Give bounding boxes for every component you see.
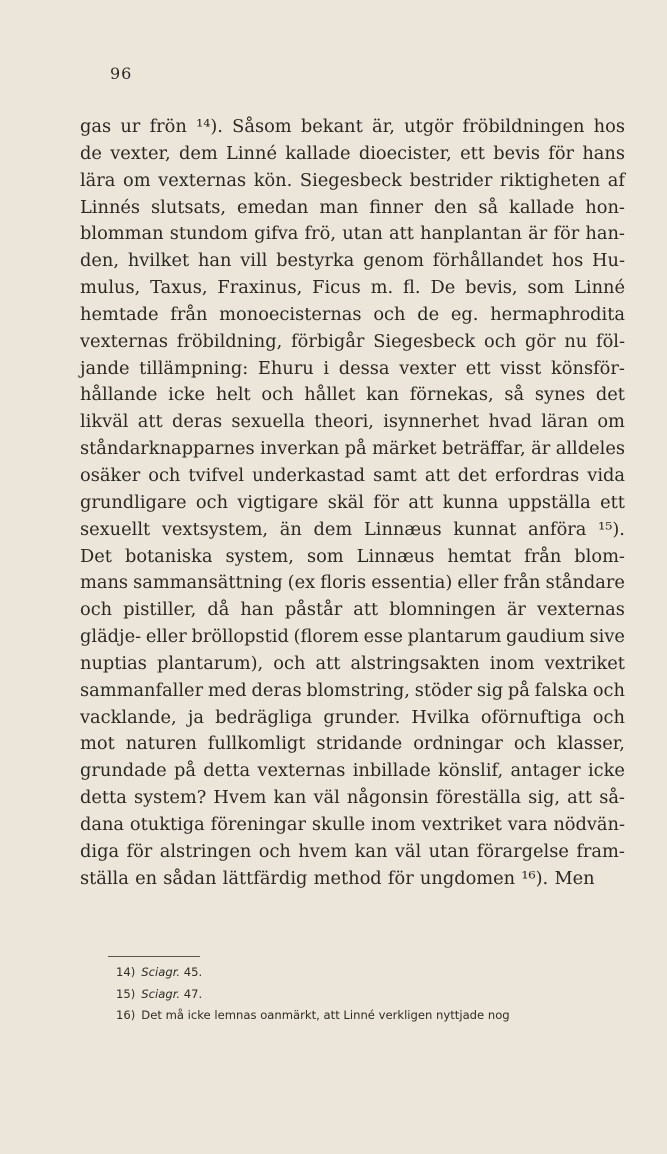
text-line: ståndarknapparnes inverkan på märket beträffar, är alldeles [80, 438, 625, 460]
text-line: hemtade från monoecisternas och de eg. hermaphrodita [80, 303, 625, 325]
text-line: sexuellt vextsystem, än dem Linnæus kunnat anföra ¹⁵). [80, 518, 625, 540]
text-line: vacklande, ja bedrägliga grunder. Hvilka oförnuftiga och [80, 706, 625, 728]
text-line: vexternas fröbildning, förbigår Siegesbeck och gör nu föl- [80, 330, 625, 352]
page-number: 96 [110, 64, 133, 83]
text-line: mulus, Taxus, Fraxinus, Ficus m. fl. De bevis, som Linné [80, 277, 625, 299]
footnote-number: 14) [116, 965, 136, 979]
text-line: jande tillämpning: Ehuru i dessa vexter ett visst könsför- [80, 357, 625, 379]
footnote-number: 15) [116, 986, 136, 1001]
text-line: detta system? Hvem kan väl någonsin föreställa sig, att så- [80, 787, 625, 809]
text-line: hållande icke helt och hållet kan förnekas, så synes det [80, 384, 625, 406]
text-line: lära om vexternas kön. Siegesbeck bestrider riktigheten af [80, 169, 625, 191]
text-line: den, hvilket han vill bestyrka genom förhållandet hos Hu- [80, 250, 625, 272]
footnote [116, 984, 636, 1006]
text-line: och pistiller, då han påstår att blomningen är vexternas [80, 599, 625, 621]
text-line: nuptias plantarum), och att alstringsakten inom vextriket [80, 652, 625, 674]
text-line: Det botaniska system, som Linnæus hemtat från blom- [80, 545, 625, 567]
text-line: mot naturen fullkomligt stridande ordningar och klasser, [80, 733, 625, 755]
text-line: osäker och tvifvel underkastad samt att det erfordras vida [80, 464, 625, 486]
text-line: gas ur frön ¹⁴). Såsom bekant är, utgör fröbildningen hos [80, 116, 625, 137]
footnote-number: 16) [116, 1008, 136, 1022]
text-line: diga för alstringen och hvem kan väl utan förargelse fram- [80, 840, 625, 862]
footnote-text: Det må icke lemnas oanmärkt, att Linné verkligen nyttjade nog [141, 1008, 510, 1022]
footnote-reference: Sciagr. [141, 965, 181, 979]
text-line: de vexter, dem Linné kallade dioecister, ett bevis för hans [80, 142, 625, 164]
text-line: ställa en sådan lättfärdig method för ungdomen ¹⁶). Men [80, 867, 595, 889]
text-line: grundade på detta vexternas inbillade könslif, antager icke [80, 760, 625, 782]
text-line: glädje- eller bröllopstid (florem esse plantarum gaudium sive [80, 626, 625, 648]
footnote [116, 1005, 636, 1027]
text-line: mans sammansättning (ex floris essentia) eller från ståndare [80, 572, 625, 594]
text-line: blomman stundom gifva frö, utan att hanplantan är för han- [80, 223, 625, 245]
footnotes [116, 962, 636, 1027]
text-line: Linnés slutsats, emedan man finner den så kallade hon- [80, 196, 625, 218]
footnote-text: 45. [183, 965, 203, 979]
text-line: dana otuktiga föreningar skulle inom vextriket vara nödvän- [80, 813, 625, 835]
footnote-reference: Sciagr. [141, 986, 181, 1001]
text-line: grundligare och vigtigare skäl för att kunna uppställa ett [80, 491, 625, 513]
footnote-rule [108, 956, 200, 957]
text-line: sammanfaller med deras blomstring, stöder sig på falska och [80, 679, 625, 701]
footnote [116, 962, 636, 984]
footnote-text: 47. [183, 986, 203, 1001]
text-line: likväl att deras sexuella theori, isynnerhet hvad läran om [80, 411, 625, 433]
body-text [80, 114, 625, 892]
